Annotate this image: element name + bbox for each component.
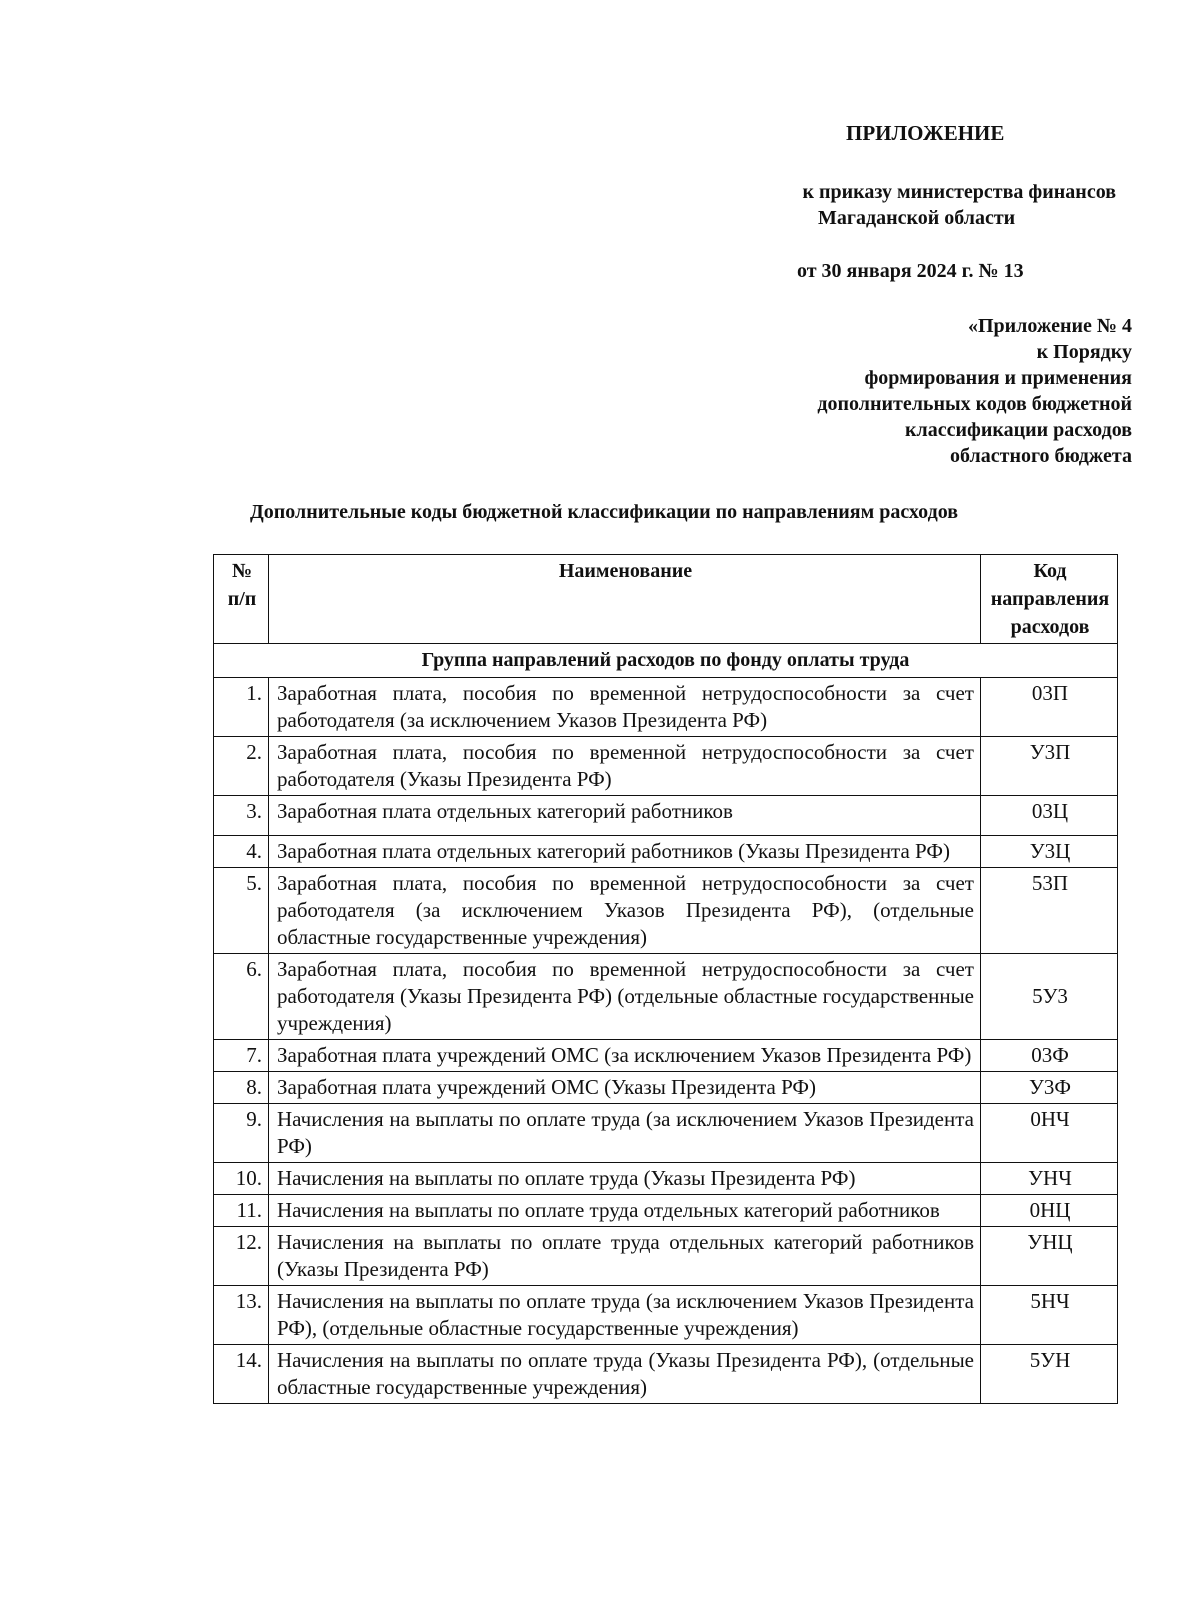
table-row xyxy=(214,1345,1118,1404)
row-name: Заработная плата учреждений ОМС (за исключением Указов Президента РФ) xyxy=(269,1040,981,1072)
row-name: Начисления на выплаты по оплате труда отдельных категорий работников (Указы Президента РФ) xyxy=(269,1227,981,1286)
table-row xyxy=(214,678,1118,737)
table-header-row xyxy=(214,555,1118,644)
row-code: 03Ц xyxy=(981,796,1118,836)
row-name: Заработная плата, пособия по временной нетрудоспособности за счет работодателя (Указы Президента РФ) (отдельные областные государственные учреждения) xyxy=(269,954,981,1040)
row-name: Заработная плата отдельных категорий работников xyxy=(269,796,981,836)
row-code: 5У3 xyxy=(981,954,1118,1040)
table-row xyxy=(214,737,1118,796)
row-code: 53П xyxy=(981,868,1118,954)
table-row xyxy=(214,1195,1118,1227)
table-row xyxy=(214,1286,1118,1345)
appendix-line: к Порядку xyxy=(1036,341,1132,363)
row-number: 11. xyxy=(214,1195,269,1227)
row-name: Начисления на выплаты по оплате труда (за исключением Указов Президента РФ) xyxy=(269,1104,981,1163)
row-number: 1. xyxy=(214,678,269,737)
table-row xyxy=(214,1072,1118,1104)
group-row xyxy=(214,644,1118,678)
table-row xyxy=(214,1104,1118,1163)
codes-table xyxy=(213,554,1118,1404)
row-number: 3. xyxy=(214,796,269,836)
row-number: 9. xyxy=(214,1104,269,1163)
table-row xyxy=(214,836,1118,868)
column-header-code: Код направления расходов xyxy=(981,555,1118,644)
table-row xyxy=(214,1163,1118,1195)
table-row xyxy=(214,868,1118,954)
row-name: Заработная плата, пособия по временной нетрудоспособности за счет работодателя (за исключением Указов Президента РФ) xyxy=(269,678,981,737)
row-number: 10. xyxy=(214,1163,269,1195)
table-title: Дополнительные коды бюджетной классификации по направлениям расходов xyxy=(250,501,959,523)
row-code: 5УН xyxy=(981,1345,1118,1404)
table-row xyxy=(214,1227,1118,1286)
row-name: Заработная плата, пособия по временной нетрудоспособности за счет работодателя (Указы Президента РФ) xyxy=(269,737,981,796)
row-number: 4. xyxy=(214,836,269,868)
row-name: Начисления на выплаты по оплате труда отдельных категорий работников xyxy=(269,1195,981,1227)
row-number: 5. xyxy=(214,868,269,954)
table-row xyxy=(214,1040,1118,1072)
row-number: 7. xyxy=(214,1040,269,1072)
table-row xyxy=(214,954,1118,1040)
row-number: 14. xyxy=(214,1345,269,1404)
region-name: Магаданской области xyxy=(818,207,1016,229)
row-code: 03П xyxy=(981,678,1118,737)
appendix-line: формирования и применения xyxy=(864,367,1132,389)
row-name: Заработная плата, пособия по временной нетрудоспособности за счет работодателя (за исключением Указов Президента РФ), (отдельные областные государственные учреждения) xyxy=(269,868,981,954)
row-number: 8. xyxy=(214,1072,269,1104)
appendix-line: дополнительных кодов бюджетной xyxy=(817,393,1132,415)
row-name: Начисления на выплаты по оплате труда (Указы Президента РФ), (отдельные областные государственные учреждения) xyxy=(269,1345,981,1404)
row-name: Начисления на выплаты по оплате труда (Указы Президента РФ) xyxy=(269,1163,981,1195)
appendix-line: «Приложение № 4 xyxy=(967,315,1132,337)
appendix-line: областного бюджета xyxy=(950,445,1132,467)
row-code: 0НЦ xyxy=(981,1195,1118,1227)
order-reference: к приказу министерства финансов xyxy=(802,181,1116,203)
table-row xyxy=(214,796,1118,836)
row-code: 5НЧ xyxy=(981,1286,1118,1345)
row-name: Заработная плата учреждений ОМС (Указы Президента РФ) xyxy=(269,1072,981,1104)
row-code: У3Ц xyxy=(981,836,1118,868)
row-number: 13. xyxy=(214,1286,269,1345)
column-header-number: № п/п xyxy=(214,555,269,644)
order-date: от 30 января 2024 г. № 13 xyxy=(797,260,1024,282)
row-code: 03Ф xyxy=(981,1040,1118,1072)
row-code: УНЧ xyxy=(981,1163,1118,1195)
row-code: У3П xyxy=(981,737,1118,796)
row-name: Начисления на выплаты по оплате труда (за исключением Указов Президента РФ), (отдельные областные государственные учреждения) xyxy=(269,1286,981,1345)
row-code: УНЦ xyxy=(981,1227,1118,1286)
appendix-title: ПРИЛОЖЕНИЕ xyxy=(846,121,1005,145)
column-header-name: Наименование xyxy=(269,555,981,644)
row-number: 12. xyxy=(214,1227,269,1286)
group-title: Группа направлений расходов по фонду оплаты труда xyxy=(214,644,1118,678)
row-name: Заработная плата отдельных категорий работников (Указы Президента РФ) xyxy=(269,836,981,868)
row-number: 6. xyxy=(214,954,269,1040)
row-code: 0НЧ xyxy=(981,1104,1118,1163)
row-code: У3Ф xyxy=(981,1072,1118,1104)
row-number: 2. xyxy=(214,737,269,796)
appendix-line: классификации расходов xyxy=(905,419,1132,441)
appendix-reference-block xyxy=(817,313,1132,469)
